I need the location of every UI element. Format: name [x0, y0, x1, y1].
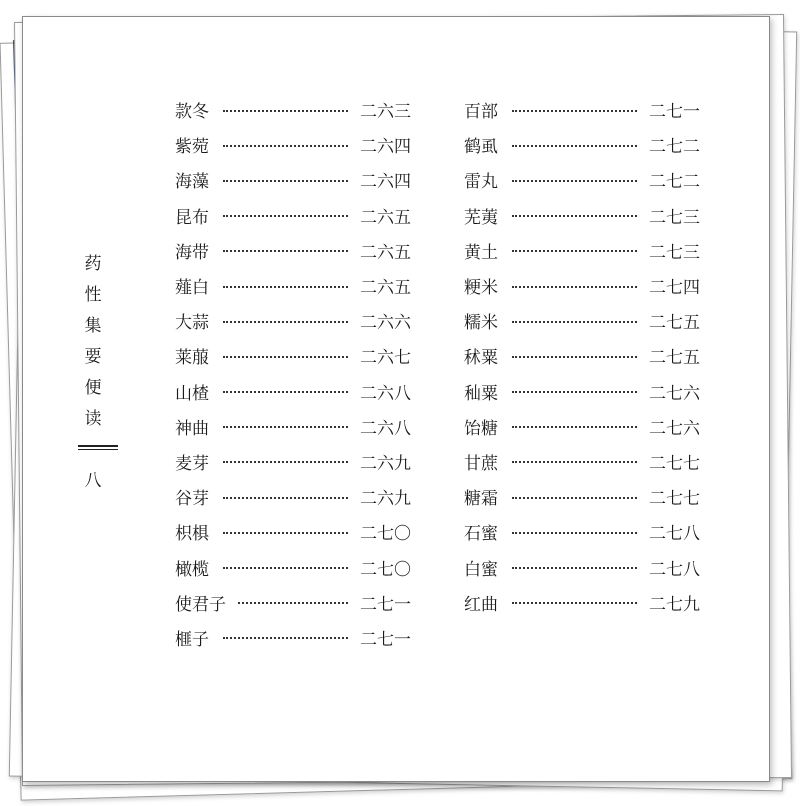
entry-title: 百部 [464, 102, 498, 123]
toc-entry[interactable] [175, 303, 411, 338]
entry-page-number: 二六三 [360, 102, 411, 123]
dot-leader [223, 145, 348, 147]
entry-page-number: 二七一 [360, 594, 411, 615]
toc-entry[interactable] [464, 233, 700, 268]
toc-entry[interactable] [464, 514, 700, 549]
toc-entry[interactable] [175, 92, 411, 127]
entry-title: 大蒜 [175, 313, 209, 334]
dot-leader [223, 426, 348, 428]
entry-title: 款冬 [175, 102, 209, 123]
entry-title: 紫菀 [175, 137, 209, 158]
entry-title: 橄榄 [175, 559, 209, 580]
entry-page-number: 二七〇 [360, 524, 411, 545]
entry-title: 薤白 [175, 278, 209, 299]
entry-title: 昆布 [175, 207, 209, 228]
entry-page-number: 二六九 [360, 453, 411, 474]
entry-page-number: 二七八 [649, 524, 700, 545]
entry-page-number: 二六八 [360, 418, 411, 439]
toc-entry[interactable] [175, 127, 411, 162]
toc-column-right [464, 92, 700, 620]
toc-entry[interactable] [464, 338, 700, 373]
dot-leader [223, 250, 348, 252]
entry-page-number: 二七七 [649, 453, 700, 474]
entry-title: 饴糖 [464, 418, 498, 439]
dot-leader [512, 532, 637, 534]
dot-leader [223, 180, 348, 182]
toc-entry[interactable] [175, 409, 411, 444]
toc-entry[interactable] [175, 338, 411, 373]
toc-entry[interactable] [175, 585, 411, 620]
entry-page-number: 二七六 [649, 383, 700, 404]
entry-title: 糯米 [464, 313, 498, 334]
running-head [78, 249, 108, 491]
dot-leader [223, 356, 348, 358]
page-number: 八 [84, 471, 102, 491]
toc-entry[interactable] [464, 585, 700, 620]
entry-page-number: 二六七 [360, 348, 411, 369]
entry-title: 麦芽 [175, 453, 209, 474]
entry-page-number: 二六四 [360, 137, 411, 158]
toc-entry[interactable] [464, 162, 700, 197]
entry-title: 使君子 [175, 594, 226, 615]
dot-leader [223, 215, 348, 217]
entry-title: 神曲 [175, 418, 209, 439]
entry-page-number: 二六四 [360, 172, 411, 193]
toc-entry[interactable] [464, 198, 700, 233]
entry-title: 鹤虱 [464, 137, 498, 158]
entry-title: 糖霜 [464, 489, 498, 510]
dot-leader [512, 321, 637, 323]
toc-entry[interactable] [175, 444, 411, 479]
entry-page-number: 二七四 [649, 278, 700, 299]
entry-title: 黄土 [464, 242, 498, 263]
entry-page-number: 二七二 [649, 137, 700, 158]
dot-leader [223, 391, 348, 393]
entry-title: 榧子 [175, 629, 209, 650]
toc-entry[interactable] [464, 303, 700, 338]
toc-entry[interactable] [175, 479, 411, 514]
toc-entry[interactable] [464, 409, 700, 444]
toc-entry[interactable] [175, 374, 411, 409]
entry-page-number: 二七七 [649, 489, 700, 510]
toc-entry[interactable] [175, 162, 411, 197]
dot-leader [223, 461, 348, 463]
dot-leader [512, 602, 637, 604]
toc-entry[interactable] [175, 198, 411, 233]
double-rule [78, 445, 118, 450]
entry-page-number: 二六五 [360, 242, 411, 263]
entry-title: 甘蔗 [464, 453, 498, 474]
entry-title: 山楂 [175, 383, 209, 404]
dot-leader [223, 497, 348, 499]
entry-title: 石蜜 [464, 524, 498, 545]
dot-leader [223, 567, 348, 569]
dot-leader [512, 286, 637, 288]
entry-title: 秫粟 [464, 348, 498, 369]
dot-leader [512, 497, 637, 499]
toc-entry[interactable] [464, 374, 700, 409]
entry-page-number: 二七五 [649, 348, 700, 369]
entry-title: 莱菔 [175, 348, 209, 369]
dot-leader [512, 426, 637, 428]
entry-title: 海带 [175, 242, 209, 263]
toc-entry[interactable] [175, 620, 411, 655]
entry-page-number: 二七八 [649, 559, 700, 580]
entry-title: 芜荑 [464, 207, 498, 228]
toc-entry[interactable] [464, 268, 700, 303]
entry-page-number: 二七二 [649, 172, 700, 193]
dot-leader [223, 532, 348, 534]
entry-title: 白蜜 [464, 559, 498, 580]
entry-page-number: 二七〇 [360, 559, 411, 580]
entry-page-number: 二七一 [649, 102, 700, 123]
dot-leader [512, 356, 637, 358]
dot-leader [512, 215, 637, 217]
dot-leader [512, 461, 637, 463]
toc-entry[interactable] [464, 127, 700, 162]
toc-entry[interactable] [464, 444, 700, 479]
dot-leader [223, 286, 348, 288]
dot-leader [512, 391, 637, 393]
entry-title: 海藻 [175, 172, 209, 193]
entry-page-number: 二六五 [360, 207, 411, 228]
dot-leader [512, 145, 637, 147]
entry-title: 雷丸 [464, 172, 498, 193]
dot-leader [223, 637, 348, 639]
toc-entry[interactable] [464, 549, 700, 584]
entry-page-number: 二七六 [649, 418, 700, 439]
dot-leader [223, 321, 348, 323]
entry-page-number: 二七五 [649, 313, 700, 334]
toc-entry[interactable] [175, 514, 411, 549]
dot-leader [512, 180, 637, 182]
entry-page-number: 二七三 [649, 207, 700, 228]
entry-page-number: 二六五 [360, 278, 411, 299]
toc-entry[interactable] [175, 268, 411, 303]
dot-leader [223, 110, 348, 112]
entry-title: 秈粟 [464, 383, 498, 404]
entry-page-number: 二七一 [360, 629, 411, 650]
book-page [22, 16, 770, 782]
entry-title: 红曲 [464, 594, 498, 615]
entry-page-number: 二七三 [649, 242, 700, 263]
toc-entry[interactable] [464, 479, 700, 514]
entry-page-number: 二六九 [360, 489, 411, 510]
toc-entry[interactable] [464, 92, 700, 127]
dot-leader [512, 110, 637, 112]
entry-page-number: 二六六 [360, 313, 411, 334]
entry-title: 粳米 [464, 278, 498, 299]
entry-title: 枳椇 [175, 524, 209, 545]
dot-leader [512, 567, 637, 569]
dot-leader [512, 250, 637, 252]
dot-leader [238, 602, 348, 604]
toc-entry[interactable] [175, 233, 411, 268]
book-title: 药性集要便读 [84, 254, 102, 429]
toc-entry[interactable] [175, 549, 411, 584]
entry-title: 谷芽 [175, 489, 209, 510]
entry-page-number: 二七九 [649, 594, 700, 615]
entry-page-number: 二六八 [360, 383, 411, 404]
toc-column-left [175, 92, 411, 655]
